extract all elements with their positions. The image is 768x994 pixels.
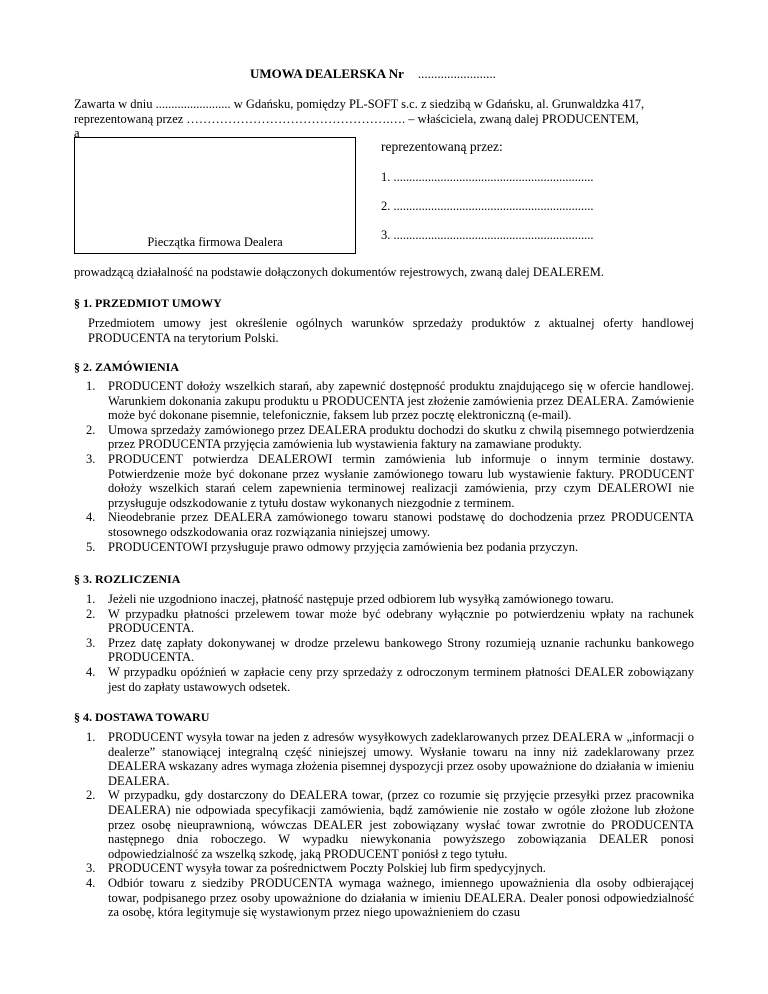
list-item-number: 4.: [86, 875, 96, 890]
representative-line-3: 3. ................................................................: [381, 228, 594, 242]
list-item: [74, 592, 694, 607]
list-item: [74, 423, 694, 452]
contract-title-label: UMOWA DEALERSKA Nr: [250, 66, 404, 81]
list-item: [74, 861, 694, 876]
list-item-text: PRODUCENTOWI przysługuje prawo odmowy przyjęcia zamówienia bez podania przyczyn.: [108, 539, 579, 554]
representatives-label: reprezentowaną przez:: [381, 139, 503, 154]
list-item-number: 1.: [86, 379, 96, 393]
list-item-text: Przez datę zapłaty dokonywanej w drodze przelewu bankowego Strony rozumieją uznanie rachunku bankowego PRODUCENTA.: [108, 635, 694, 665]
section-4-list: [74, 730, 694, 920]
list-item-text: PRODUCENT wysyła towar na jeden z adresów wysyłkowych zadeklarowanych przez DEALERA w „informacji o dealerze” stanowiącej integralną część niniejszej umowy. Wysłanie towaru na inny niż zadeklarowany przez DEALERA wskazany adres wymaga złożenia pisemnej dyspozycji przez osoby upoważnione do działania w imieniu DEALERA.: [108, 730, 694, 788]
list-item: [74, 636, 694, 665]
list-item: [74, 665, 694, 694]
list-item-number: 4.: [86, 510, 96, 525]
list-item: [74, 540, 694, 555]
list-item-text: Jeżeli nie uzgodniono inaczej, płatność następuje przed odbiorem lub wysyłką zamówionego towaru.: [108, 592, 614, 606]
list-item: [74, 607, 694, 636]
list-item-text: Umowa sprzedaży zamówionego przez DEALERA produktu dochodzi do skutku z chwilą pisemnego potwierdzenia przez PRODUCENTA przyjęcia zamówienia lub wystawienia faktury na zamawiane produkty.: [108, 422, 694, 452]
intro-line-2: reprezentowaną przez ………………………………………….…. – właściciela, zwaną dalej PRODUCENTEM,: [74, 111, 639, 126]
contract-number-placeholder: ........................: [417, 66, 496, 81]
section-3-list: [74, 592, 694, 694]
section-2-heading: § 2. ZAMÓWIENIA: [74, 360, 180, 374]
list-item-text: PRODUCENT potwierdza DEALEROWI termin zamówienia lub informuje o innym terminie dostawy. Potwierdzenie może być dokonane przez wysłanie zamówionego towaru lub wystawienie faktury. PRODUCENT dołoży wszelkich starań celem zapewnienia terminowej realizacji zamówienia, przy czym DEALEROWI nie przysługuje odszkodowanie z tytułu dostaw wykonanych niezgodnie z terminem.: [108, 451, 694, 510]
section-1-heading: § 1. PRZEDMIOT UMOWY: [74, 296, 222, 310]
contract-title: [250, 67, 496, 82]
list-item-number: 5.: [86, 539, 96, 554]
list-item-text: Nieodebranie przez DEALERA zamówionego towaru stanowi podstawę do dochodzenia przez PRODUCENTA stosownego odszkodowania oraz rozwiązania niniejszej umowy.: [108, 510, 694, 539]
list-item: [74, 452, 694, 510]
list-item-number: 2.: [86, 788, 96, 803]
list-item: [74, 379, 694, 423]
dealer-stamp-box: [74, 137, 356, 254]
list-item-number: 3.: [86, 635, 96, 650]
list-item-text: Odbiór towaru z siedziby PRODUCENTA wymaga ważnego, imiennego upoważnienia dla osoby odbierającej towar, podpisanego przez osoby upoważnione do działania w imieniu DEALERA. Dealer ponosi odpowiedzialność za osobę, która legitymuje się wystawionym przez niego upoważnieniem do czasu: [108, 875, 694, 920]
section-3-heading: § 3. ROZLICZENIA: [74, 572, 181, 586]
section-1-paragraph: Przedmiotem umowy jest określenie ogólnych warunków sprzedaży produktów z aktualnej oferty handlowej PRODUCENTA na terytorium Polski.: [88, 316, 694, 345]
list-item-number: 4.: [86, 664, 96, 679]
section-4-heading: § 4. DOSTAWA TOWARU: [74, 710, 210, 724]
list-item-text: W przypadku opóźnień w zapłacie ceny przy sprzedaży z odroczonym terminem płatności DEALER zobowiązany jest do zapłaty ustawowych odsetek.: [108, 664, 694, 694]
list-item-text: W przypadku, gdy dostarczony do DEALERA towar, (przez co rozumie się przyjęcie przesyłki przez pracownika DEALERA) nie odpowiada specyfikacji zamówienia, bądź zamówienie nie zostało w ogóle złożone lub złożone przez osobę nieuprawnioną, wówczas DEALER jest zobowiązany wysłać towar zwrotnie do PRODUCENTA następnego dnia roboczego. W wypadku niewykonania powyższego zobowiązania DEALER ponosi odpowiedzialność za wszelką szkodę, jaką PRODUCENT poniósł z tego tytułu.: [108, 788, 694, 861]
dealer-definition: prowadzącą działalność na podstawie dołączonych dokumentów rejestrowych, zwaną dalej DEALEREM.: [74, 265, 605, 279]
list-item-text: W przypadku płatności przelewem towar może być odebrany wyłącznie po potwierdzeniu wpłaty na rachunek PRODUCENTA.: [108, 606, 694, 636]
intro-line-1: Zawarta w dniu ........................ w Gdańsku, pomiędzy PL-SOFT s.c. z siedzibą w Gdańsku, al. Grunwaldzka 417,: [74, 97, 645, 111]
list-item-number: 1.: [86, 730, 96, 744]
list-item: [74, 510, 694, 539]
intro-paragraph: [74, 97, 694, 141]
list-item-number: 3.: [86, 451, 96, 466]
list-item: [74, 730, 694, 788]
intro-line-3: a: [74, 126, 80, 141]
dealer-stamp-label: Pieczątka firmowa Dealera: [147, 235, 283, 250]
list-item-number: 1.: [86, 592, 96, 606]
representative-line-1: 1. ................................................................: [381, 170, 594, 184]
list-item-number: 2.: [86, 606, 96, 621]
list-item-text: PRODUCENT dołoży wszelkich starań, aby zapewnić dostępność produktu znajdującego się w ofercie handlowej. Warunkiem dokonania zakupu produktu u PRODUCENTA jest złożenie zamówienia przez DEALERA. Zamówienie może być dokonane pisemnie, telefonicznie, faksem lub przez pocztę elektroniczną (e-mail).: [108, 379, 694, 423]
list-item-text: PRODUCENT wysyła towar za pośrednictwem Poczty Polskiej lub firm spedycyjnych.: [108, 861, 546, 876]
list-item-number: 2.: [86, 422, 96, 437]
list-item: [74, 788, 694, 861]
list-item-number: 3.: [86, 861, 96, 876]
section-2-list: [74, 379, 694, 554]
list-item: [74, 876, 694, 920]
representative-line-2: 2. ................................................................: [381, 199, 594, 213]
